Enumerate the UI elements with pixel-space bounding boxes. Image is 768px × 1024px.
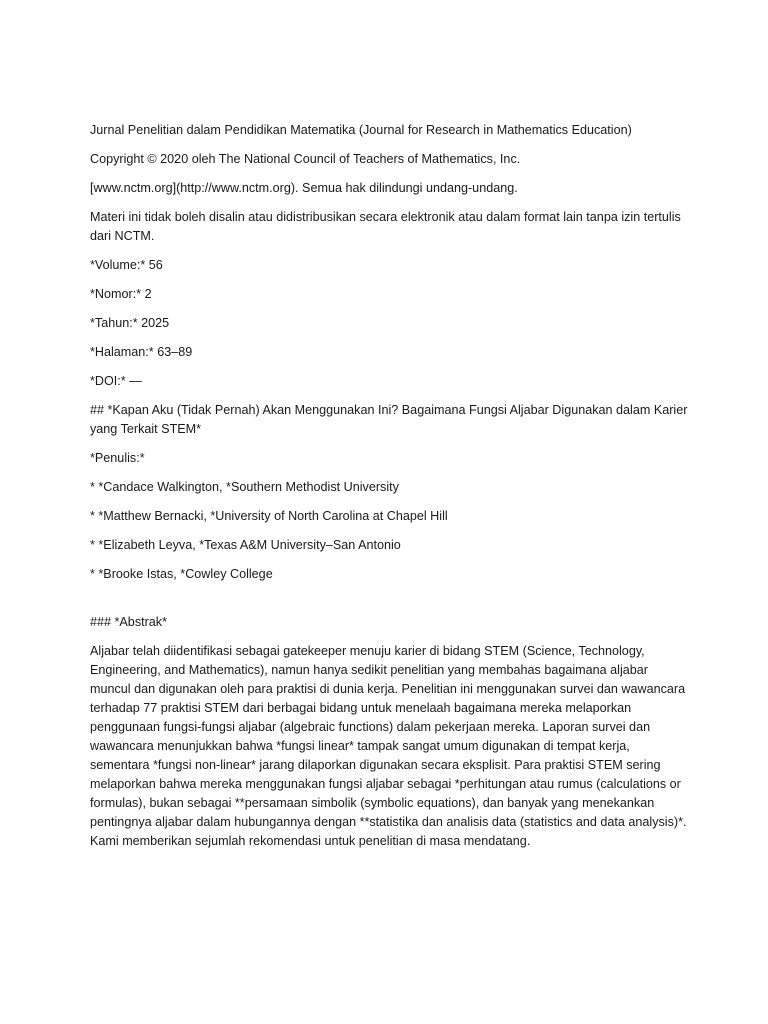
author-item: * *Elizabeth Leyva, *Texas A&M University–San Antonio bbox=[90, 538, 401, 552]
article-title: ## *Kapan Aku (Tidak Pernah) Akan Menggunakan Ini? Bagaimana Fungsi Aljabar Digunakan dalam Karier yang Terkait STEM* bbox=[90, 403, 688, 436]
pages-line: *Halaman:* 63–89 bbox=[90, 345, 193, 359]
year-line: *Tahun:* 2025 bbox=[90, 316, 170, 330]
journal-line: Jurnal Penelitian dalam Pendidikan Matematika (Journal for Research in Mathematics Education) bbox=[90, 123, 632, 137]
document-body bbox=[90, 121, 690, 861]
copyright-line: Copyright © 2020 oleh The National Council of Teachers of Mathematics, Inc. bbox=[90, 152, 521, 166]
author-item: * *Matthew Bernacki, *University of North Carolina at Chapel Hill bbox=[90, 509, 448, 523]
doi-line: *DOI:* — bbox=[90, 374, 142, 388]
section-spacer bbox=[90, 594, 690, 613]
volume-line: *Volume:* 56 bbox=[90, 258, 163, 272]
author-item: * *Brooke Istas, *Cowley College bbox=[90, 567, 273, 581]
issue-line: *Nomor:* 2 bbox=[90, 287, 152, 301]
notice-line: Materi ini tidak boleh disalin atau didistribusikan secara elektronik atau dalam format lain tanpa izin tertulis dari NCTM. bbox=[90, 210, 681, 243]
website-line: [www.nctm.org](http://www.nctm.org). Semua hak dilindungi undang-undang. bbox=[90, 181, 518, 195]
author-item: * *Candace Walkington, *Southern Methodist University bbox=[90, 480, 399, 494]
abstract-body: Aljabar telah diidentifikasi sebagai gatekeeper menuju karier di bidang STEM (Science, Technology, Engineering, and Mathematics), namun hanya sedikit penelitian yang membahas bagaimana aljabar muncul dan digunakan oleh para praktisi di dunia kerja. Penelitian ini menggunakan survei dan wawancara terhadap 77 praktisi STEM dari berbagai bidang untuk menelaah bagaimana mereka melaporkan penggunaan fungsi-fungsi aljabar (algebraic functions) dalam pekerjaan mereka. Laporan survei dan wawancara menunjukkan bahwa *fungsi linear* tampak sangat umum digunakan di tempat kerja, sementara *fungsi non-linear* jarang dilaporkan digunakan secara eksplisit. Para praktisi STEM sering melaporkan bahwa mereka menggunakan fungsi aljabar sebagai *perhitungan atau rumus (calculations or formulas), bukan sebagai **persamaan simbolik (symbolic equations), dan banyak yang menekankan pentingnya aljabar dalam hubungannya dengan **statistika dan analisis data (statistics and data analysis)*. Kami memberikan sejumlah rekomendasi untuk penelitian di masa mendatang. bbox=[90, 644, 687, 848]
abstract-heading: ### *Abstrak* bbox=[90, 615, 168, 629]
authors-heading: *Penulis:* bbox=[90, 451, 145, 465]
